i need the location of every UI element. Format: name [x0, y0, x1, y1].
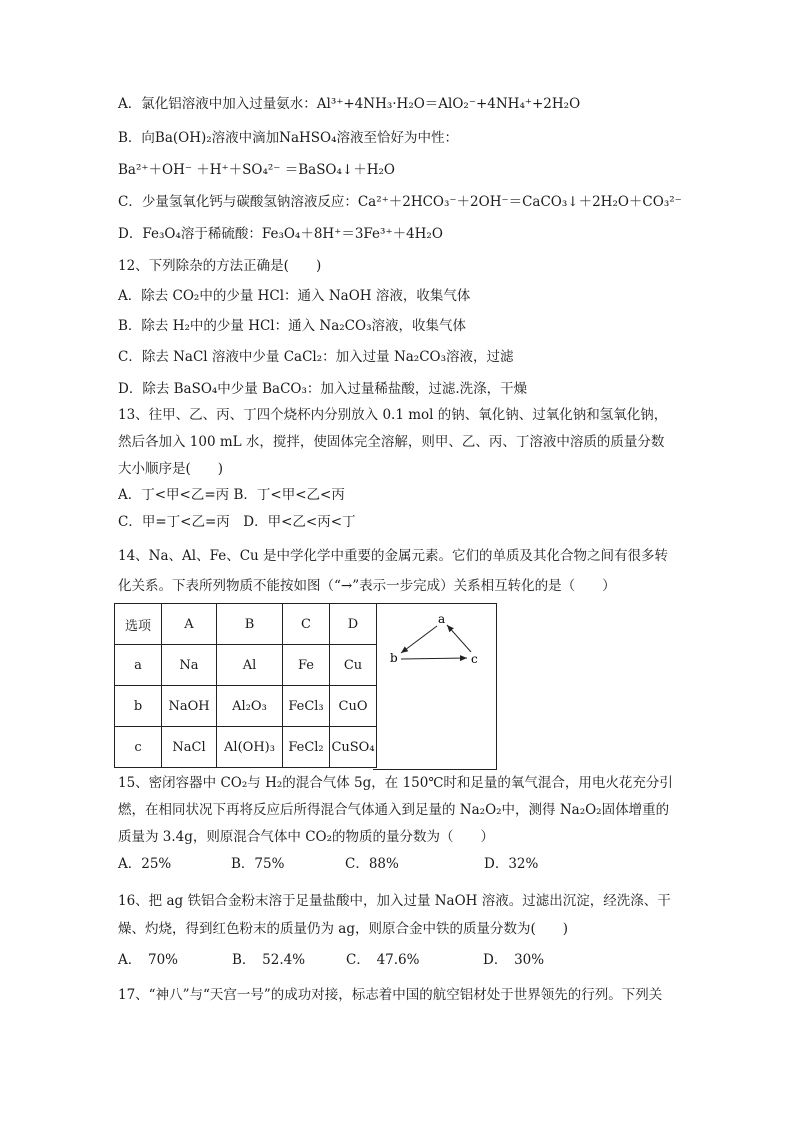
- q11-option-a: A．氯化铝溶液中加入过量氨水：Al³⁺+4NH₃·H₂O＝AlO₂⁻+4NH₄⁺+2H₂O: [118, 96, 581, 112]
- table-header-cell: B: [217, 604, 283, 645]
- table-header-cell: C: [283, 604, 330, 645]
- diagram-label-a: a: [438, 612, 446, 626]
- arrow-a-to-b: [401, 626, 437, 653]
- q15-option-a: A．25%: [118, 856, 172, 872]
- table-cell: FeCl₃: [283, 686, 330, 727]
- q13-options-ab: A．丁<甲<乙=丙 B．丁<甲<乙<丙: [118, 487, 345, 503]
- table-cell: NaOH: [162, 686, 217, 727]
- q11-option-c: C．少量氢氧化钙与碳酸氢钠溶液反应：Ca²⁺＋2HCO₃⁻＋2OH⁻＝CaCO₃↓＋2H₂O＋CO₃²⁻: [118, 194, 682, 210]
- q16-stem-line2: 燥、灼烧，得到红色粉末的质量仍为 ag，则原合金中铁的质量分数为( ): [118, 921, 569, 937]
- table-cell: Na: [162, 645, 217, 686]
- table-cell: Al₂O₃: [217, 686, 283, 727]
- q11-option-d: D．Fe₃O₄溶于稀硫酸：Fe₃O₄＋8H⁺＝3Fe³⁺＋4H₂O: [118, 226, 443, 242]
- q12-option-c: C．除去 NaCl 溶液中少量 CaCl₂：加入过量 Na₂CO₃溶液，过滤: [118, 349, 514, 365]
- q13-stem-line1: 13、往甲、乙、丙、丁四个烧杯内分别放入 0.1 mol 的钠、氧化钠、过氧化钠和氢氧化钠，: [118, 407, 668, 423]
- q12-option-d: D．除去 BaSO₄中少量 BaCO₃：加入过量稀盐酸，过滤.洗涤，干燥: [118, 381, 528, 397]
- q16-option-a: A． 70%: [118, 952, 179, 968]
- q15-option-b: B．75%: [231, 856, 285, 872]
- table-header-cell: D: [330, 604, 377, 645]
- q15-stem-line1: 15、密闭容器中 CO₂与 H₂的混合气体 5g，在 150℃时和足量的氧气混合，用电火花充分引: [118, 775, 673, 791]
- q15-options: [118, 854, 538, 874]
- q16-stem-line1: 16、把 ag 铁铝合金粉末溶于足量盐酸中，加入过量 NaOH 溶液。过滤出沉淀，经洗涤、干: [118, 893, 671, 909]
- arrow-c-to-a: [447, 625, 471, 652]
- q11-option-b: B．向Ba(OH)₂溶液中滴加NaHSO₄溶液至恰好为中性：: [118, 130, 459, 146]
- table-cell: b: [115, 686, 162, 727]
- table-row: [115, 604, 377, 645]
- q14-stem-line1: 14、Na、Al、Fe、Cu 是中学化学中重要的金属元素。它们的单质及其化合物之间有很多转: [118, 548, 669, 564]
- table-cell: c: [115, 727, 162, 768]
- q14-stem-line2: 化关系。下表所列物质不能按如图（“→”表示一步完成）关系相互转化的是（ ）: [118, 578, 616, 594]
- q16-option-b: B． 52.4%: [232, 952, 306, 968]
- table-cell: a: [115, 645, 162, 686]
- q16-option-d: D． 30%: [483, 952, 545, 968]
- table-header-cell: 选项: [115, 604, 162, 645]
- diagram-label-b: b: [390, 651, 398, 665]
- q12-stem: 12、下列除杂的方法正确是( ): [118, 258, 322, 274]
- q15-stem-line2: 燃，在相同状况下再将反应后所得混合气体通入到足量的 Na₂O₂中，测得 Na₂O₂固体增重的: [118, 802, 670, 818]
- table-cell: Fe: [283, 645, 330, 686]
- q13-stem-line2: 然后各加入 100 mL 水，搅拌，使固体完全溶解，则甲、乙、丙、丁溶液中溶质的质量分数: [118, 434, 665, 450]
- q16-options: [118, 950, 544, 970]
- table-cell: CuSO₄: [330, 727, 377, 768]
- table-row: [115, 645, 377, 686]
- table-cell: NaCl: [162, 727, 217, 768]
- q13-options-cd: C．甲=丁<乙=丙 D．甲<乙<丙<丁: [118, 514, 356, 530]
- table-cell: Cu: [330, 645, 377, 686]
- q15-stem-line3: 质量为 3.4g，则原混合气体中 CO₂的物质的量分数为（ ）: [118, 829, 495, 845]
- q16-option-c: C． 47.6%: [346, 952, 420, 968]
- q14-diagram: [373, 603, 497, 770]
- table-row: [115, 727, 377, 768]
- q14-table: [114, 603, 377, 768]
- q12-option-a: A．除去 CO₂中的少量 HCl：通入 NaOH 溶液，收集气体: [118, 288, 471, 304]
- table-cell: Al(OH)₃: [217, 727, 283, 768]
- q13-stem-line3: 大小顺序是( ): [118, 461, 224, 477]
- q11-option-b-equation: Ba²⁺＋OH⁻ ＋H⁺＋SO₄²⁻ ＝BaSO₄↓＋H₂O: [118, 162, 395, 178]
- q15-option-d: D．32%: [484, 856, 539, 872]
- table-row: [115, 686, 377, 727]
- table-cell: CuO: [330, 686, 377, 727]
- q12-option-b: B．除去 H₂中的少量 HCl：通入 Na₂CO₃溶液，收集气体: [118, 318, 466, 334]
- table-cell: Al: [217, 645, 283, 686]
- q15-option-c: C．88%: [345, 856, 399, 872]
- table-header-cell: A: [162, 604, 217, 645]
- diagram-label-c: c: [471, 652, 478, 666]
- q17-stem-line1: 17、“神八”与“天宫一号”的成功对接，标志着中国的航空铝材处于世界领先的行列。下列关: [118, 987, 663, 1003]
- table-cell: FeCl₂: [283, 727, 330, 768]
- arrow-b-to-c: [401, 658, 467, 659]
